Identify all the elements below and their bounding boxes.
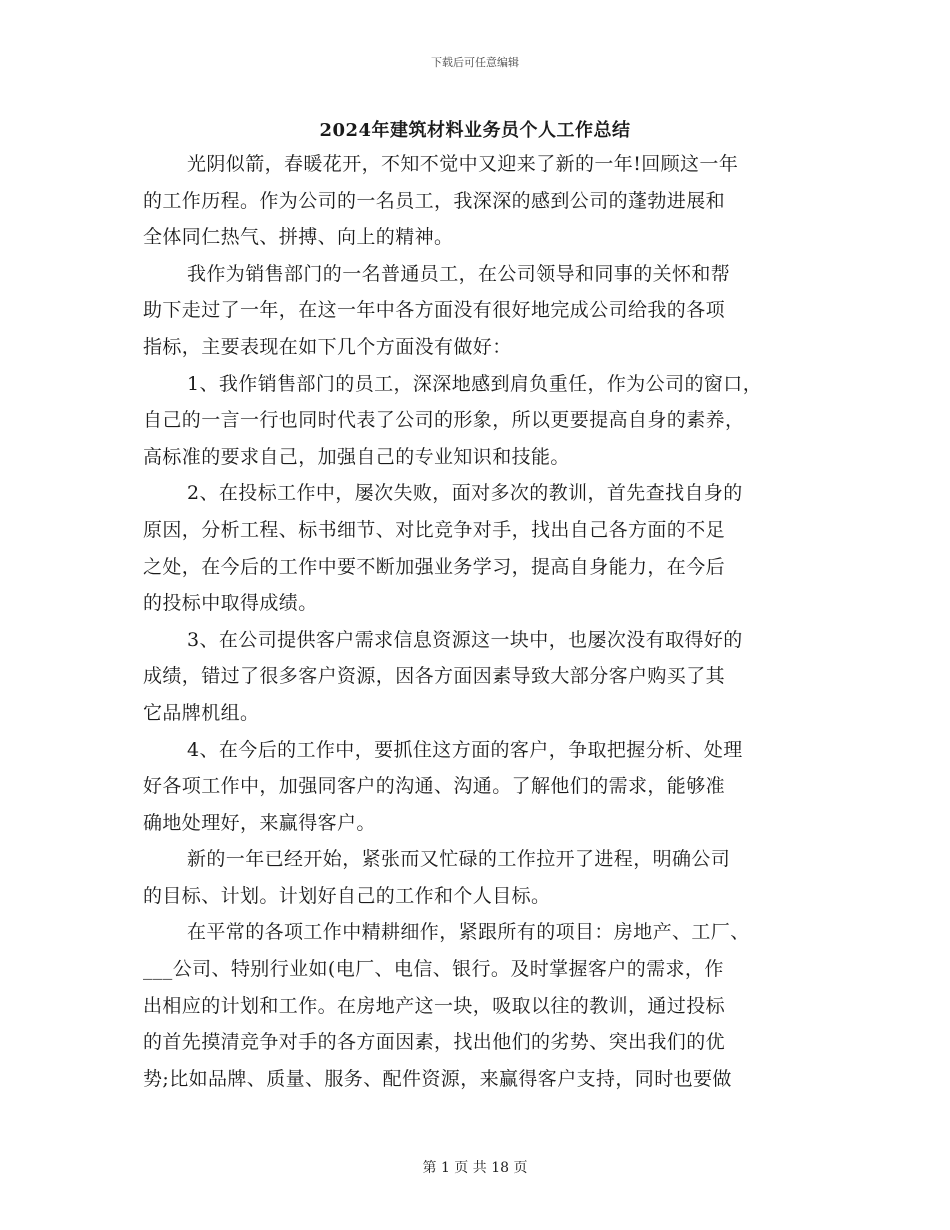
text-line: 确地处理好，来赢得客户。 xyxy=(143,811,376,834)
text-line: 好各项工作中，加强同客户的沟通、沟通。了解他们的需求，能够准 xyxy=(143,775,726,798)
text-line: 我作为销售部门的一名普通员工，在公司领导和同事的关怀和帮 xyxy=(187,262,731,285)
text-line: 1、我作销售部门的员工，深深地感到肩负重任，作为公司的窗口， xyxy=(187,372,763,395)
text-line: 高标准的要求自己，加强自己的专业知识和技能。 xyxy=(143,445,570,468)
paragraph-daily-work xyxy=(143,914,807,1097)
text-line: 的投标中取得成绩。 xyxy=(143,592,318,615)
text-line: 出相应的计划和工作。在房地产这一块，吸取以往的教训，通过投标 xyxy=(143,994,726,1017)
document-title: 2024年建筑材料业务员个人工作总结 xyxy=(319,120,631,141)
text-line: 指标，主要表现在如下几个方面没有做好： xyxy=(143,335,512,358)
header-note: 下载后可任意编辑 xyxy=(431,56,519,69)
text-line: 新的一年已经开始，紧张而又忙碌的工作拉开了进程，明确公司 xyxy=(187,848,731,871)
paragraph-item-1 xyxy=(143,366,807,476)
text-line: 光阴似箭，春暖花开，不知不觉中又迎来了新的一年!回顾这一年 xyxy=(187,153,739,175)
text-line: 的目标、计划。计划好自己的工作和个人目标。 xyxy=(143,884,551,907)
text-line: 自己的一言一行也同时代表了公司的形象，所以更要提高自身的素养， xyxy=(143,409,745,432)
text-line: 的工作历程。作为公司的一名员工，我深深的感到公司的蓬勃进展和 xyxy=(143,189,726,212)
paragraph-item-3 xyxy=(143,622,807,732)
text-line: ___公司、特别行业如(电厂、电信、银行。及时掌握客户的需求，作 xyxy=(143,958,724,981)
paragraph-new-year xyxy=(143,841,807,914)
text-line: 4、在今后的工作中，要抓住这方面的客户，争取把握分析、处理 xyxy=(187,738,743,761)
text-line: 原因，分析工程、标书细节、对比竞争对手，找出自己各方面的不足 xyxy=(143,518,726,541)
text-line: 助下走过了一年，在这一年中各方面没有很好地完成公司给我的各项 xyxy=(143,299,726,322)
paragraph-intro xyxy=(143,146,807,256)
text-line: 3、在公司提供客户需求信息资源这一块中，也屡次没有取得好的 xyxy=(187,628,743,651)
text-line: 2、在投标工作中，屡次失败，面对多次的教训，首先查找自身的 xyxy=(187,482,743,505)
paragraph-item-4 xyxy=(143,732,807,842)
text-line: 全体同仁热气、拼搏、向上的精神。 xyxy=(143,226,454,249)
document-body xyxy=(143,146,807,1097)
text-line: 势;比如品牌、质量、服务、配件资源，来赢得客户支持，同时也要做 xyxy=(143,1067,732,1090)
text-line: 之处，在今后的工作中要不断加强业务学习，提高自身能力，在今后 xyxy=(143,555,726,578)
paragraph-self-review xyxy=(143,256,807,366)
text-line: 成绩，错过了很多客户资源，因各方面因素导致大部分客户购买了其 xyxy=(143,665,726,688)
text-line: 在平常的各项工作中精耕细作，紧跟所有的项目：房地产、工厂、 xyxy=(187,921,750,944)
paragraph-item-2 xyxy=(143,475,807,621)
text-line: 的首先摸清竞争对手的各方面因素，找出他们的劣势、突出我们的优 xyxy=(143,1031,726,1054)
page-footer: 第 1 页 共 18 页 xyxy=(422,1160,528,1176)
text-line: 它品牌机组。 xyxy=(143,701,260,724)
